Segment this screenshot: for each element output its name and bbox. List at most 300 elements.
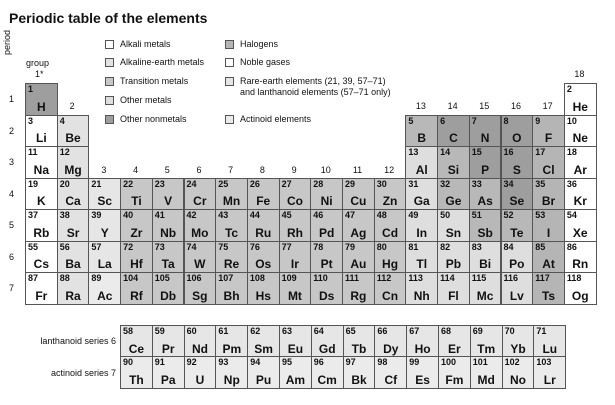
atomic-number: 96 <box>313 357 324 367</box>
element-cell-pa <box>152 356 185 389</box>
element-cell-cd <box>374 209 407 242</box>
element-symbol: U <box>195 372 205 387</box>
atomic-number: 31 <box>408 178 419 189</box>
element-symbol: Ba <box>65 257 81 271</box>
period-number: 3 <box>9 157 15 167</box>
element-cell-al <box>405 146 438 179</box>
element-cell-nh <box>405 272 438 305</box>
group-one-label: 1* <box>35 69 44 79</box>
element-cell-si <box>437 146 470 179</box>
element-symbol: I <box>546 225 551 240</box>
atomic-number: 41 <box>154 210 165 220</box>
atomic-number: 80 <box>376 241 387 252</box>
atomic-number: 111 <box>345 273 360 283</box>
element-cell-cr <box>184 178 217 211</box>
element-symbol: Tm <box>477 341 496 356</box>
element-cell-hg <box>374 241 407 274</box>
legend-label-alkaline: Alkaline-earth metals <box>120 57 205 67</box>
element-cell-re <box>215 241 248 274</box>
element-symbol: Mc <box>476 288 494 303</box>
legend-label-rare-earth: Rare-earth elements (21, 39, 57–71) <box>240 76 386 86</box>
atomic-number: 98 <box>377 357 388 367</box>
element-symbol: Bi <box>479 257 492 271</box>
atomic-number: 92 <box>186 357 197 367</box>
element-symbol: Nd <box>191 341 208 356</box>
atomic-number: 113 <box>408 273 423 283</box>
element-cell-ir <box>279 241 312 274</box>
atomic-number: 95 <box>282 357 293 367</box>
atomic-number: 116 <box>503 273 519 283</box>
element-cell-p <box>469 146 502 179</box>
element-cell-eu <box>279 325 312 358</box>
element-symbol: C <box>449 131 458 145</box>
element-cell-v <box>152 178 185 211</box>
period-number: 5 <box>9 220 15 230</box>
element-cell-hf <box>120 241 153 274</box>
atomic-number: 53 <box>535 210 546 220</box>
element-symbol: Sc <box>97 194 113 208</box>
element-symbol: Pb <box>445 257 462 271</box>
element-symbol: Mt <box>287 288 302 303</box>
group-number: 15 <box>479 101 490 111</box>
element-symbol: S <box>512 162 521 177</box>
element-symbol: Gd <box>318 341 336 356</box>
legend-label-noble: Noble gases <box>240 57 291 67</box>
actinoid-series-label <box>51 368 116 378</box>
atomic-number: 64 <box>313 326 324 336</box>
element-cell-mn <box>215 178 248 211</box>
atomic-number: 109 <box>281 273 297 283</box>
element-symbol: Rf <box>130 288 143 303</box>
element-cell-pm <box>215 325 248 358</box>
element-symbol: Li <box>36 131 47 145</box>
element-cell-fl <box>437 272 470 305</box>
element-symbol: Ta <box>161 257 175 271</box>
element-symbol: In <box>416 225 428 240</box>
element-cell-b <box>405 115 438 148</box>
atomic-number: 12 <box>59 147 70 157</box>
element-cell-te <box>501 209 534 242</box>
element-symbol: H <box>37 99 46 114</box>
element-symbol: Ar <box>573 162 587 177</box>
group-number: 6 <box>196 165 202 175</box>
atomic-number: 72 <box>123 241 134 252</box>
element-symbol: Pm <box>222 341 242 356</box>
atomic-number: 58 <box>123 326 134 336</box>
atomic-number: 82 <box>440 241 451 252</box>
atomic-number: 34 <box>503 178 514 189</box>
element-symbol: Y <box>100 225 109 240</box>
element-cell-fm <box>438 356 471 389</box>
element-symbol: Hs <box>255 288 271 303</box>
atomic-number: 56 <box>59 241 70 252</box>
element-cell-mo <box>184 209 217 242</box>
element-cell-he <box>564 83 597 116</box>
atomic-number: 4 <box>59 115 65 126</box>
atomic-number: 81 <box>408 241 419 252</box>
element-cell-sg <box>184 272 217 305</box>
atomic-number: 77 <box>281 241 292 252</box>
element-cell-au <box>342 241 375 274</box>
atomic-number: 22 <box>123 178 134 189</box>
element-symbol: Ge <box>445 194 462 208</box>
atomic-number: 85 <box>535 241 546 252</box>
element-cell-sm <box>247 325 280 358</box>
element-symbol: Ra <box>65 288 81 303</box>
element-symbol: No <box>509 372 526 387</box>
element-symbol: Po <box>509 257 525 271</box>
element-cell-th <box>120 356 153 389</box>
element-symbol: V <box>164 194 173 208</box>
element-symbol: Be <box>65 131 81 145</box>
element-cell-bh <box>215 272 248 305</box>
element-symbol: Mo <box>191 225 209 240</box>
element-symbol: Ts <box>541 288 556 303</box>
element-cell-ar <box>564 146 597 179</box>
group-number: 4 <box>133 165 139 175</box>
element-symbol: Na <box>33 162 50 177</box>
element-cell-np <box>215 356 248 389</box>
element-symbol: N <box>480 131 490 145</box>
element-cell-ru <box>247 209 280 242</box>
atomic-number: 70 <box>504 326 515 336</box>
legend-swatch-actinoid <box>225 115 234 124</box>
element-symbol: Ir <box>290 257 299 271</box>
element-cell-es <box>406 356 439 389</box>
element-symbol: W <box>194 257 206 271</box>
legend-swatch-transition <box>105 77 114 86</box>
element-symbol: Cf <box>384 372 398 387</box>
element-cell-ge <box>437 178 470 211</box>
element-cell-ag <box>342 209 375 242</box>
element-cell-ce <box>120 325 153 358</box>
atomic-number: 83 <box>471 241 482 252</box>
element-cell-at <box>532 241 565 274</box>
element-symbol: Re <box>223 257 240 271</box>
element-cell-fr <box>25 272 58 305</box>
atomic-number: 19 <box>28 178 39 189</box>
atomic-number: 63 <box>282 326 293 336</box>
atomic-number: 6 <box>440 115 446 126</box>
element-symbol: Th <box>129 372 144 387</box>
element-cell-n <box>469 115 502 148</box>
element-cell-tm <box>470 325 503 358</box>
element-cell-tc <box>215 209 248 242</box>
group-number: 5 <box>164 165 170 175</box>
atomic-number: 75 <box>218 241 229 252</box>
legend-swatch-other-nonmetal <box>105 115 114 124</box>
element-symbol: Pr <box>161 341 175 356</box>
element-symbol: Lu <box>542 341 558 356</box>
element-cell-sc <box>88 178 121 211</box>
element-cell-na <box>25 146 58 179</box>
atomic-number: 51 <box>471 210 482 220</box>
element-symbol: Ru <box>255 225 272 240</box>
atomic-number: 55 <box>28 241 39 252</box>
element-symbol: At <box>542 257 555 271</box>
element-symbol: Xe <box>572 225 588 240</box>
element-cell-y <box>88 209 121 242</box>
group-number: 14 <box>447 101 458 111</box>
element-symbol: Zn <box>382 194 398 208</box>
element-symbol: Eu <box>287 341 304 356</box>
element-symbol: Rb <box>33 225 50 240</box>
element-cell-be <box>57 115 90 148</box>
atomic-number: 11 <box>28 147 38 157</box>
element-symbol: Lv <box>509 288 524 303</box>
element-cell-kr <box>564 178 597 211</box>
element-symbol: As <box>477 194 493 208</box>
atomic-number: 88 <box>59 273 70 283</box>
element-symbol: F <box>544 131 553 145</box>
element-symbol: Ca <box>65 194 81 208</box>
atomic-number: 20 <box>59 178 70 189</box>
element-symbol: Am <box>285 372 306 387</box>
element-cell-u <box>184 356 217 389</box>
legend-label-other-nonmetal: Other nonmetals <box>120 114 187 124</box>
element-symbol: Dy <box>383 341 399 356</box>
element-cell-ts <box>532 272 565 305</box>
atomic-number: 48 <box>376 210 387 220</box>
atomic-number: 8 <box>503 115 509 126</box>
element-symbol: Al <box>415 162 428 177</box>
element-cell-cl <box>532 146 565 179</box>
atomic-number: 66 <box>377 326 388 336</box>
legend-swatch-noble <box>225 58 234 67</box>
atomic-number: 107 <box>218 273 234 283</box>
atomic-number: 45 <box>281 210 292 220</box>
element-cell-gd <box>311 325 344 358</box>
atomic-number: 5 <box>408 115 414 126</box>
element-cell-md <box>470 356 503 389</box>
element-symbol: Yb <box>510 341 526 356</box>
legend-label-alkali: Alkali metals <box>120 39 171 49</box>
element-symbol: Fl <box>448 288 459 303</box>
element-cell-pu <box>247 356 280 389</box>
element-symbol: Ds <box>318 288 335 303</box>
element-symbol: Og <box>571 288 589 303</box>
atomic-number: 84 <box>503 241 514 252</box>
atomic-number: 106 <box>186 273 202 283</box>
atomic-number: 62 <box>250 326 261 336</box>
element-symbol: Tl <box>416 257 428 271</box>
atomic-number: 102 <box>504 357 520 367</box>
atomic-number: 17 <box>535 147 546 157</box>
element-cell-rn <box>564 241 597 274</box>
atomic-number: 94 <box>250 357 261 367</box>
element-cell-xe <box>564 209 597 242</box>
element-symbol: Cu <box>350 194 367 208</box>
element-symbol: Co <box>286 194 303 208</box>
element-cell-c <box>437 115 470 148</box>
element-symbol: Os <box>255 257 272 271</box>
atomic-number: 13 <box>408 147 419 157</box>
atomic-number: 38 <box>59 210 70 220</box>
element-cell-ga <box>405 178 438 211</box>
atomic-number: 91 <box>154 357 165 367</box>
group-number: 12 <box>384 165 395 175</box>
legend-swatch-other-metal <box>105 96 114 105</box>
legend-swatch-rare-earth <box>225 77 234 86</box>
period-number: 4 <box>9 188 15 199</box>
element-cell-bi <box>469 241 502 274</box>
element-symbol: Es <box>415 372 430 387</box>
atomic-number: 26 <box>249 178 260 189</box>
element-cell-ca <box>57 178 90 211</box>
element-cell-tl <box>405 241 438 274</box>
group-number: 3 <box>101 165 107 175</box>
element-symbol: Se <box>509 194 525 208</box>
element-symbol: Bk <box>351 372 367 387</box>
atomic-number: 71 <box>536 326 547 336</box>
atomic-number: 67 <box>409 326 420 336</box>
element-cell-mc <box>469 272 502 305</box>
element-symbol: Cd <box>382 225 399 240</box>
group-number: 11 <box>352 165 363 175</box>
atomic-number: 76 <box>249 241 260 252</box>
element-symbol: Ga <box>413 194 430 208</box>
element-cell-pt <box>310 241 343 274</box>
atomic-number: 46 <box>313 210 324 220</box>
element-symbol: K <box>37 194 46 208</box>
group-axis-label: group <box>26 58 50 68</box>
element-cell-w <box>184 241 217 274</box>
element-symbol: Sg <box>192 288 208 303</box>
element-cell-lr <box>533 356 566 389</box>
element-symbol: Ce <box>128 341 145 356</box>
actinoid-series-period: 7 <box>110 368 116 378</box>
element-cell-co <box>279 178 312 211</box>
legend-label-other-metal: Other metals <box>120 95 172 105</box>
atomic-number: 103 <box>536 357 552 367</box>
element-symbol: Ne <box>572 131 588 145</box>
actinoid-series-text: actinoid series <box>50 368 109 378</box>
element-cell-no <box>502 356 535 389</box>
element-cell-rh <box>279 209 312 242</box>
atomic-number: 97 <box>345 357 356 367</box>
element-symbol: Zr <box>130 225 143 240</box>
element-cell-cm <box>311 356 344 389</box>
element-symbol: Nb <box>160 225 177 240</box>
element-cell-ta <box>152 241 185 274</box>
atomic-number: 7 <box>471 115 477 126</box>
atomic-number: 79 <box>345 241 356 252</box>
element-symbol: Fm <box>445 372 464 387</box>
atomic-number: 73 <box>154 241 165 252</box>
element-symbol: Cs <box>33 257 50 271</box>
atomic-number: 112 <box>376 273 392 283</box>
atomic-number: 74 <box>186 241 197 252</box>
legend-label-transition: Transition metals <box>120 76 189 86</box>
period-number: 1 <box>9 94 15 104</box>
element-symbol: O <box>512 131 522 145</box>
atomic-number: 90 <box>123 357 134 367</box>
group-number: 2 <box>69 101 75 111</box>
atomic-number: 30 <box>376 178 387 189</box>
element-cell-ni <box>310 178 343 211</box>
period-number: 2 <box>9 125 15 136</box>
atomic-number: 68 <box>441 326 452 336</box>
element-symbol: Sr <box>66 225 80 240</box>
group-number: 16 <box>510 101 521 111</box>
element-cell-se <box>501 178 534 211</box>
atomic-number: 44 <box>249 210 260 220</box>
atomic-number: 10 <box>566 115 577 126</box>
atomic-number: 118 <box>566 273 582 283</box>
element-cell-sn <box>437 209 470 242</box>
element-symbol: Tb <box>351 341 367 356</box>
element-symbol: Sb <box>477 225 493 240</box>
element-symbol: Au <box>350 257 367 271</box>
group-number: 8 <box>259 165 265 175</box>
element-cell-am <box>279 356 312 389</box>
period-axis-label: period <box>2 29 12 55</box>
page-title: Periodic table of the elements <box>9 10 208 26</box>
element-cell-os <box>247 241 280 274</box>
element-symbol: La <box>97 257 112 271</box>
element-symbol: Ti <box>131 194 142 208</box>
element-symbol: Ag <box>350 225 367 240</box>
element-symbol: Ac <box>97 288 113 303</box>
element-symbol: Te <box>510 225 524 240</box>
atomic-number: 59 <box>154 326 165 336</box>
element-symbol: Rh <box>286 225 303 240</box>
element-cell-po <box>501 241 534 274</box>
atomic-number: 99 <box>409 357 420 367</box>
atomic-number: 104 <box>123 273 139 283</box>
atomic-number: 1 <box>28 84 34 94</box>
element-cell-db <box>152 272 185 305</box>
group-number: 9 <box>291 165 297 175</box>
atomic-number: 47 <box>345 210 356 220</box>
atomic-number: 52 <box>503 210 514 220</box>
element-cell-ho <box>406 325 439 358</box>
element-cell-sb <box>469 209 502 242</box>
atomic-number: 49 <box>408 210 419 220</box>
atomic-number: 23 <box>154 178 165 189</box>
element-symbol: Fr <box>35 288 48 303</box>
element-cell-fe <box>247 178 280 211</box>
element-cell-og <box>564 272 597 305</box>
element-cell-o <box>501 115 534 148</box>
element-symbol: Hg <box>382 257 399 271</box>
lanthanoid-series-period: 6 <box>110 336 116 346</box>
element-symbol: Br <box>541 194 556 208</box>
element-cell-cs <box>25 241 58 274</box>
element-cell-s <box>501 146 534 179</box>
element-symbol: Er <box>448 341 461 356</box>
element-symbol: Md <box>477 372 495 387</box>
atomic-number: 27 <box>281 178 292 189</box>
element-cell-pd <box>310 209 343 242</box>
element-cell-mt <box>279 272 312 305</box>
element-symbol: Pd <box>318 225 335 240</box>
atomic-number: 60 <box>186 326 197 336</box>
element-symbol: He <box>572 99 588 114</box>
atomic-number: 61 <box>218 326 229 336</box>
element-symbol: Cm <box>317 372 337 387</box>
element-symbol: Pa <box>160 372 176 387</box>
element-cell-i <box>532 209 565 242</box>
atomic-number: 54 <box>566 210 577 220</box>
element-cell-lu <box>533 325 566 358</box>
atomic-number: 114 <box>440 273 455 283</box>
atomic-number: 57 <box>91 241 102 252</box>
atomic-number: 15 <box>471 147 482 157</box>
lanthanoid-series-label <box>40 336 116 346</box>
element-cell-f <box>532 115 565 148</box>
element-cell-yb <box>502 325 535 358</box>
